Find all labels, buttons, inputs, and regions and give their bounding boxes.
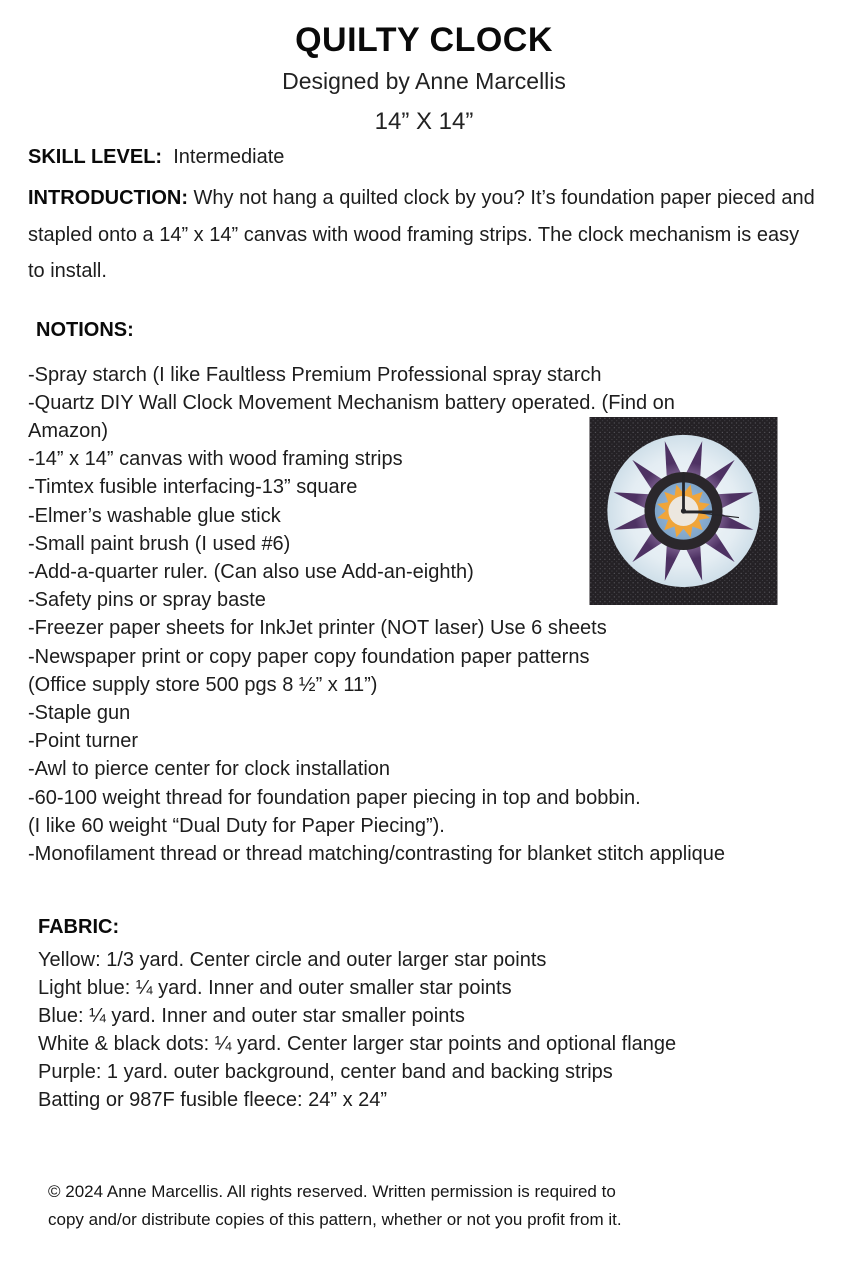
introduction-label: INTRODUCTION: <box>28 187 188 209</box>
notions-list-item: -Elmer’s washable glue stick <box>28 504 281 527</box>
notions-list-item: -60-100 weight thread for foundation paper piecing in top and bobbin. <box>28 786 641 809</box>
notions-list-item: -Awl to pierce center for clock installation <box>28 758 391 781</box>
notions-list-item: -Timtex fusible interfacing-13” square <box>28 476 358 499</box>
skill-level-line <box>28 143 820 171</box>
copyright-line-2: copy and/or distribute copies of this pattern, whether or not you profit from it. <box>48 1209 622 1229</box>
notions-list-item: -Freezer paper sheets for InkJet printer (NOT laser) Use 6 sheets <box>28 617 607 640</box>
notions-list-item: -Add-a-quarter ruler. (Can also use Add-an-eighth) <box>28 560 474 583</box>
notions-list-item: -Spray starch (I like Faultless Premium Professional spray starch <box>28 363 602 386</box>
fabric-list-item: Yellow: 1/3 yard. Center circle and outer larger star points <box>38 949 547 972</box>
notions-list-item: -Monofilament thread or thread matching/contrasting for blanket stitch applique <box>28 842 726 865</box>
notions-list-item: -14” x 14” canvas with wood framing strips <box>28 448 403 471</box>
notions-list-item: -Small paint brush (I used #6) <box>28 532 291 555</box>
notions-list-item: -Staple gun <box>28 701 131 724</box>
quilted-clock-illustration <box>588 417 779 605</box>
quilted-clock-photo <box>588 417 779 605</box>
fabric-list-item: White & black dots: ¼ yard. Center larger star points and optional flange <box>38 1033 677 1056</box>
fabric-list-item: Batting or 987F fusible fleece: 24” x 24” <box>38 1089 388 1112</box>
fabric-heading: FABRIC: <box>38 916 120 939</box>
skill-level-value: Intermediate <box>173 146 285 168</box>
finished-size-line: 14” X 14” <box>374 108 474 135</box>
fabric-list <box>38 946 820 1114</box>
copyright-notice <box>48 1178 820 1233</box>
notions-list-item: (I like 60 weight “Dual Duty for Paper Piecing”). <box>28 814 445 837</box>
notions-list-item: -Safety pins or spray baste <box>28 589 266 612</box>
designer-subtitle: Designed by Anne Marcellis <box>282 68 566 94</box>
notions-list-item: Amazon) <box>28 419 109 442</box>
introduction-text: Why not hang a quilted clock by you? It’s foundation paper pieced and stapled onto a 14” x 14” canvas with wood framing strips. The clock mechanism is easy to install. <box>28 187 815 282</box>
introduction-paragraph <box>28 180 816 290</box>
notions-heading: NOTIONS: <box>36 318 134 341</box>
notions-list-item: (Office supply store 500 pgs 8 ½” x 11”) <box>28 673 378 696</box>
fabric-list-item: Purple: 1 yard. outer background, center band and backing strips <box>38 1061 613 1084</box>
notions-list-item: -Newspaper print or copy paper copy foundation paper patterns <box>28 645 590 668</box>
fabric-list-item: Blue: ¼ yard. Inner and outer star smaller points <box>38 1005 465 1028</box>
page-title: QUILTY CLOCK <box>295 21 553 59</box>
notions-list-item: -Point turner <box>28 730 139 753</box>
notions-list-item: -Quartz DIY Wall Clock Movement Mechanism battery operated. (Find on <box>28 391 675 414</box>
fabric-list-item: Light blue: ¼ yard. Inner and outer smaller star points <box>38 977 512 1000</box>
skill-level-label: SKILL LEVEL: <box>28 146 163 168</box>
copyright-line-1: © 2024 Anne Marcellis. All rights reserved. Written permission is required to <box>48 1182 616 1202</box>
